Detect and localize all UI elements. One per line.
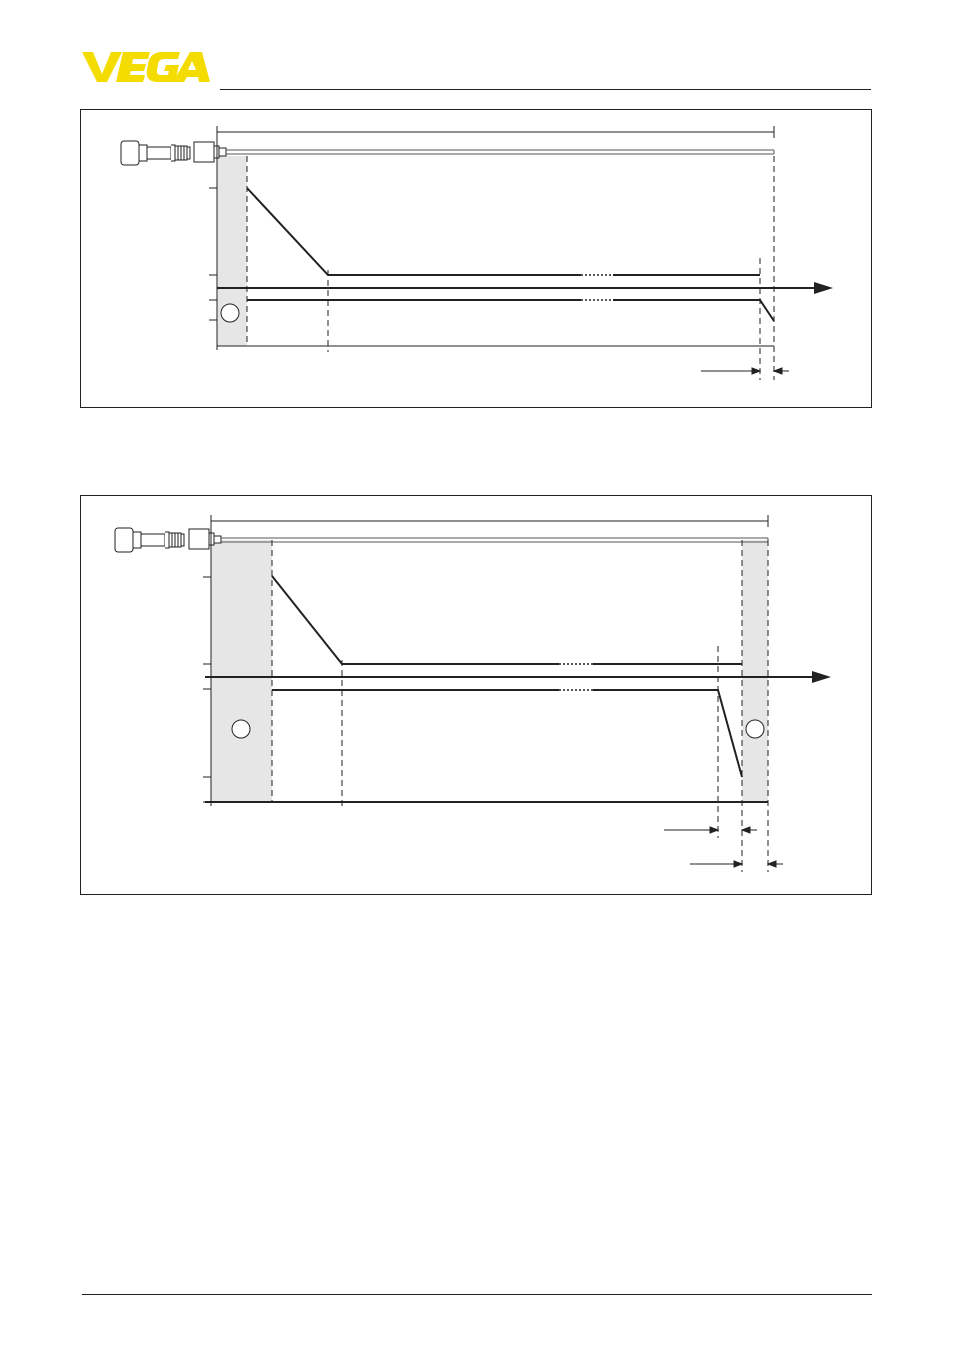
reference-dashed-lines [272, 540, 768, 872]
figure-2 [80, 495, 872, 895]
figure-2-diagram [81, 496, 873, 896]
upper-characteristic-line [272, 576, 559, 664]
end-tolerance-dimension-upper [664, 827, 757, 833]
footer-rule [82, 1294, 872, 1295]
bottom-dead-zone-shade [742, 540, 768, 802]
sensor-probe-icon [115, 528, 221, 552]
header-rule [220, 89, 871, 90]
region-marker-1 [232, 720, 250, 738]
region-marker-1 [221, 304, 239, 322]
top-dead-zone-shade [211, 540, 272, 802]
region-marker-2 [746, 720, 764, 738]
sensor-probe-icon [121, 141, 226, 165]
end-tolerance-dimension [701, 368, 789, 374]
figure-1 [80, 109, 872, 408]
figure-1-diagram [81, 110, 873, 409]
end-tolerance-dimension-lower [690, 861, 783, 867]
vega-logo [82, 50, 212, 84]
upper-characteristic-line [247, 188, 581, 275]
